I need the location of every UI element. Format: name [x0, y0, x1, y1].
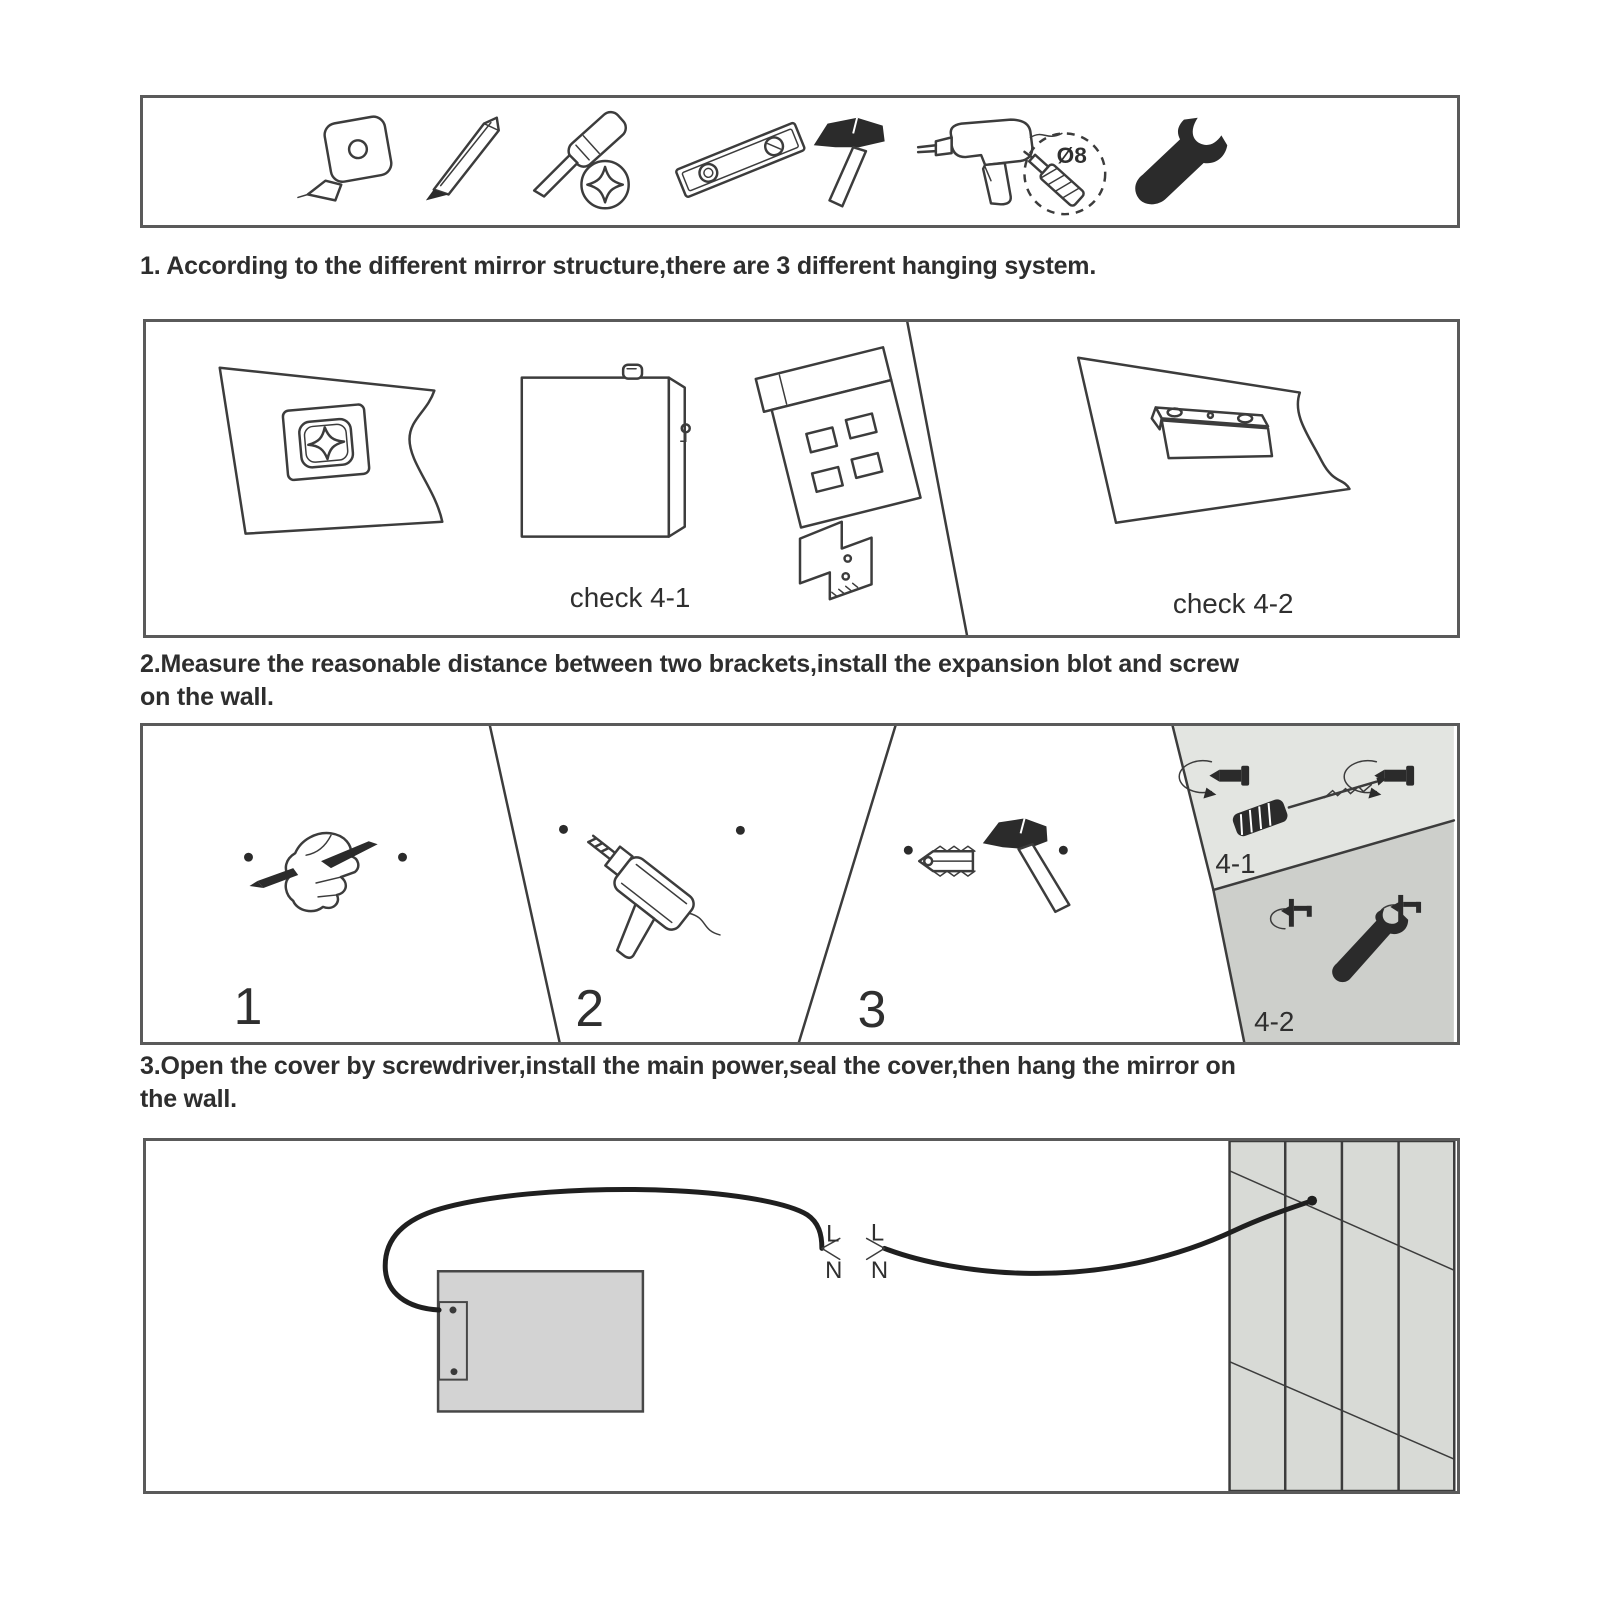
- step-2-line-1: 2.Measure the reasonable distance between two brackets,install the expansion blot and screw: [140, 650, 1239, 678]
- panel-2-label: 2: [575, 979, 605, 1038]
- mark-holes-step: [234, 833, 407, 1035]
- spirit-level-icon: [675, 122, 805, 197]
- step-1-text: [140, 250, 1096, 283]
- inset-4-1-label: 4-1: [1215, 848, 1256, 880]
- hanging-systems-illustration: [146, 322, 1457, 635]
- drill-icon: [547, 826, 728, 994]
- mounting-steps-panel: [140, 723, 1460, 1045]
- drill-holes-step: [547, 825, 745, 1037]
- step-2-text: [140, 648, 1239, 714]
- slot-plate-icon: [756, 347, 921, 529]
- wall-outlet-point: [1307, 1196, 1317, 1206]
- terminal-plate: [439, 1302, 467, 1380]
- mirror-back-bar-icon: [1078, 358, 1349, 523]
- plate-screw-icon: [451, 1368, 458, 1375]
- hanging-systems-panel: [143, 319, 1460, 638]
- right-neutral-label: N: [870, 1257, 889, 1285]
- tape-measure-icon: [298, 115, 393, 201]
- right-live-label: L: [870, 1219, 885, 1247]
- step-2-line-2: on the wall.: [140, 683, 274, 711]
- z-bracket-icon: [800, 522, 872, 600]
- top-clip-icon: [623, 365, 642, 379]
- mirror-back-keyhole-icon: [220, 368, 443, 534]
- wiring-illustration: [146, 1141, 1457, 1491]
- check-4-1-label: check 4-1: [569, 582, 691, 614]
- wiring-panel: [143, 1138, 1460, 1494]
- check-4-2-label: check 4-2: [1172, 588, 1294, 620]
- wrench-icon: [1135, 118, 1227, 205]
- mirror-frame-clips-icon: [522, 365, 690, 537]
- step-3-line-1: 3.Open the cover by screwdriver,install the main power,seal the cover,then hang the mirror on: [140, 1052, 1236, 1080]
- hammer-anchor-step: [858, 818, 1070, 1038]
- inset-4-2-label: 4-2: [1254, 1006, 1295, 1038]
- left-neutral-label: N: [825, 1257, 843, 1285]
- expansion-anchor-icon: [919, 846, 975, 876]
- tools-illustration: [143, 98, 1457, 225]
- panel-3-label: 3: [857, 980, 887, 1039]
- step-3-text: [140, 1050, 1236, 1116]
- step-1-line-1: 1. According to the different mirror structure,there are 3 different hanging system.: [140, 252, 1097, 280]
- tiled-wall: [1230, 1141, 1455, 1491]
- driver-box: [438, 1271, 643, 1411]
- phillips-screwdriver-icon: [534, 108, 630, 208]
- hand-pencil-icon: [249, 833, 377, 911]
- pencil-icon: [426, 118, 499, 201]
- tools-panel: [140, 95, 1460, 228]
- hammer-icon: [814, 118, 885, 207]
- left-live-label: L: [826, 1220, 840, 1248]
- step-3-line-2: the wall.: [140, 1085, 237, 1113]
- divider-1-2: [490, 726, 560, 1042]
- hammer-icon: [983, 818, 1069, 911]
- mounting-steps-illustration: [143, 726, 1457, 1042]
- drill-bit-size-label: Ø8: [1056, 142, 1087, 168]
- plate-screw-icon: [450, 1307, 457, 1314]
- panel-1-label: 1: [233, 977, 263, 1036]
